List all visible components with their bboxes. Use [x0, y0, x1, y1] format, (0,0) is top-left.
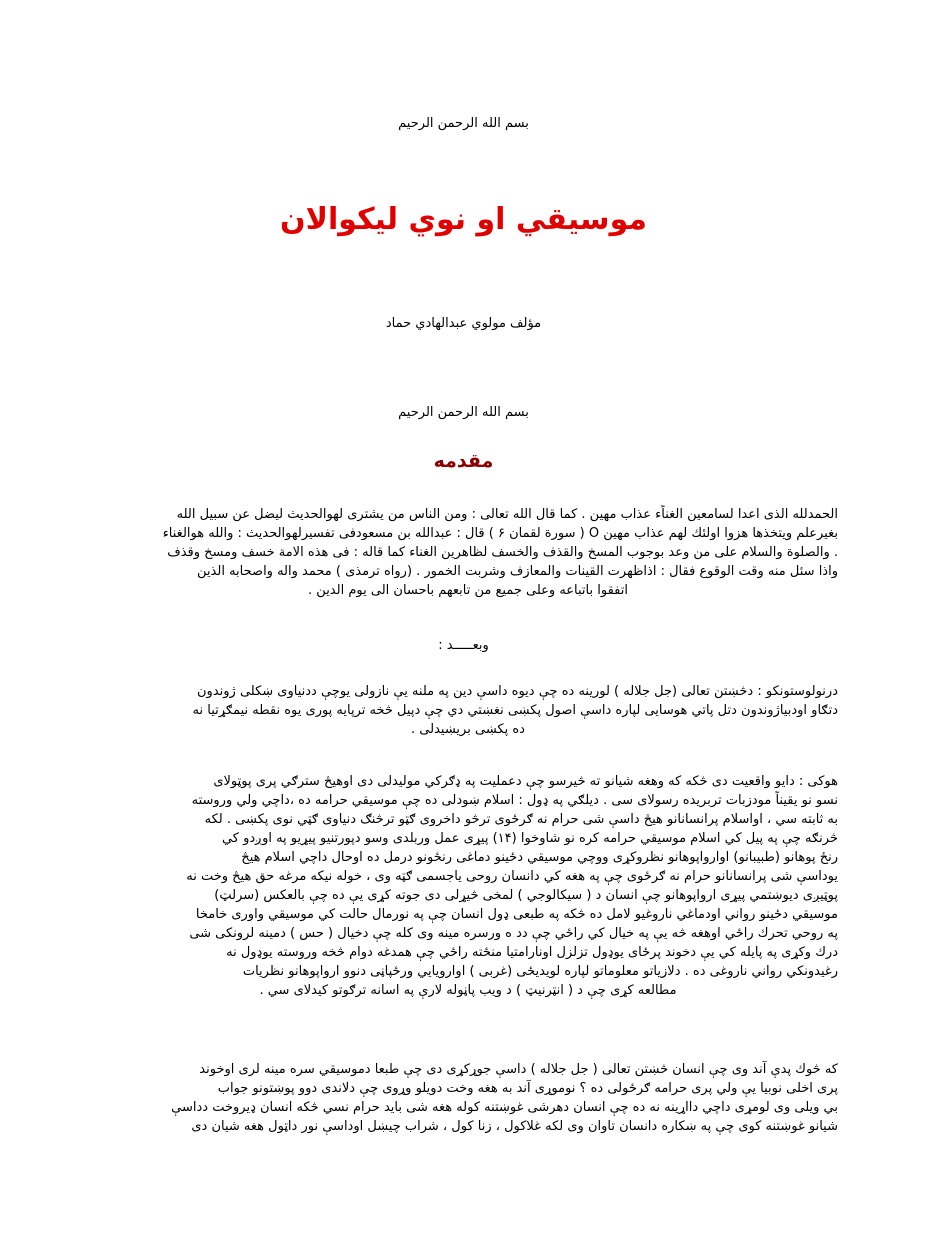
intro-line: بغیرعلم ویتخذها هزوا اولئك لهم عذاب مهین O ( سورة لقمان ۶ ) قال : عبدالله بن مسعودفی تفسیرلهوالحدیث : والله هوالغناء — [162, 526, 838, 541]
author-line: مؤلف مولوي عبدالهادي حماد — [385, 316, 542, 331]
paragraph-line: دتګاو اودبیاژوندون دتل پاتي هوسایی لپاره داسې اصول پکښی نغښتي دي چې دپیل څخه ترپایه پوری یوه نقطه نیمګړتیا نه — [192, 703, 838, 718]
page-title: موسیقي او نوي لیکوالان — [280, 202, 647, 237]
paragraph-2 — [98, 772, 838, 1000]
intro-line: اتفقوا باتباعه وعلی جمیع من تابعهم باحسان الی یوم الدین . — [308, 583, 628, 598]
paragraph-line: بي ویلی وی لومړی داچي دااړینه نه ده چې انسان دهرشی غوښتنه کوله هغه شی باید حرام نسي څکه انسان ډیروخت دداسې — [171, 1100, 838, 1115]
paragraph-1 — [98, 682, 838, 739]
intro-line: . والصلوة والسلام علی من وعد بوجوب المسخ والقذف والخسف لظاهرین الغناء کما قاله : فی هذه الامة خسف ومسخ وقذف — [167, 545, 838, 560]
paragraph-line: درك وکړی په پایله کي یې دخوند پرځای یوډول تزلزل اونارامتیا منځته راځي چې همدغه دوام څخه وروسته یوډول نه — [226, 945, 838, 960]
intro-paragraph — [98, 505, 838, 600]
paragraph-line: یوداسې شی پرانسانانو حرام نه ګرځوی چې په هغه کي دانسان روحی یاجسمی ګټه وی ، خوله نیکه مرغه حق هیڅ وخت نه — [186, 869, 838, 884]
paragraph-line: څرنګه چې په پیل کي اسلام موسیقي حرامه کره نو شاوخوا (۱۴) پیړی عمل وربلدی وسو دپورتنیو پیړیو په اوږدو کي — [221, 831, 838, 846]
basmala-second: بسم الله الرحمن الرحیم — [398, 405, 529, 420]
paragraph-line: پری اخلی نوبیا یې ولي پری حرامه ګرځولی ده ؟ نوموړی آند به هغه وخت دویلو وړوی چې دلاندی دوو پوښتونو جواب — [217, 1081, 838, 1096]
intro-line: واذا سئل منه وقت الوقوع فقال : اذاظهرت القینات والمعازف وشربت الخمور . (رواه ترمذی ) محمد واله واصحابه الذین — [197, 564, 838, 579]
section-heading: مقدمه — [433, 450, 494, 472]
intro-line: الحمدلله الذی اعدا لسامعین الغناًء عذاب مهین . کما قال الله تعالی : ومن الناس من یشتری لهوالحدیث لیضل عن سبیل الله — [176, 507, 838, 522]
wabad-line: وبعـــــد : — [438, 638, 489, 653]
paragraph-line: په روحي تحرك راځي اوهغه څه یې په خیال کي راځي چې دد ه ورسره مینه وی کله چې دخیال ( حس ) دمینه لرونکی شی — [189, 926, 838, 941]
paragraph-line: مطالعه کړی چې د ( انټرنیټ ) د ویب پاڼوله لارې په اسانه ترګوتو کیدلای سي . — [259, 983, 677, 998]
paragraph-line: که څوك پدې آند وی چې انسان څښتن تعالی ( جل جلاله ) داسې جوړکړی دی چې طبعا دموسیقي سره مینه لری اوخوند — [199, 1062, 838, 1077]
paragraph-line: رنځ پوهانو (طبیبانو) اوارواپوهانو نظروکړی ووچي موسیقي دځینو دماغی رنځونو درمل ده اوحال داچي اسلام هیڅ — [241, 850, 838, 865]
paragraph-line: هوکی : دایو واقعیت دی څکه که وهغه شیانو ته څیرسو چې دعملیت په ډګرکي مولیدلی دی اوهیڅ سترګي پری پوټولای — [213, 774, 838, 789]
paragraph-line: ده پکښی بریښیدلی . — [411, 722, 525, 737]
paragraph-line: نسو نو یقیناً مودزبات تربریده رسولای سی . دیلګي په ډول : اسلام ښودلی ده چې موسیقي حرامه ده ،داچي ولي وروسته — [191, 793, 838, 808]
paragraph-line: پوټیږی دیوښتمي پیړی ارواپوهانو چې انسان د ( سیکالوجي ) لمخی څیړلی دی جوته کړی یې ده چې بالعکس (سرلټ) — [214, 888, 838, 903]
paragraph-3 — [98, 1060, 838, 1136]
paragraph-line: رغیدونکي رواني ناروغی ده . دلازیاتو معلوماتو لپاره لویدیځی (غربی ) اوارویایي ورځپاڼی دنوو ارواپوهانو نظریات — [242, 964, 838, 979]
paragraph-line: به ثابته سي ، اواسلام پرانسانانو هیڅ داسې شی حرام نه ګرځوی ترڅو داخروی ګټو ترڅنګ دنیاوی ګټي نوی پکښی . لکه — [204, 812, 838, 827]
paragraph-line: موسیقي دځینو رواني اودماغي ناروغیو لامل ده څکه په طبعی ډول انسان چې په نورمال حالت کي موسیقي واوری خامخا — [195, 907, 838, 922]
basmala-top: بسم الله الرحمن الرحیم — [398, 116, 529, 131]
paragraph-line: درنولوستونکو : دڅښتن تعالی (جل جلاله ) لورینه ده چې دیوه داسې دین په ملنه یې نازولی یوچې ددنیاوی ښکلی ژوندون — [197, 684, 838, 699]
paragraph-line: شیانو غوښتنه کوی چې په ښکاره دانسان تاوان وی لکه غلاکول ، زنا کول ، شراب چیښل اوداسې نور داټول هغه شیان دی — [191, 1119, 838, 1134]
